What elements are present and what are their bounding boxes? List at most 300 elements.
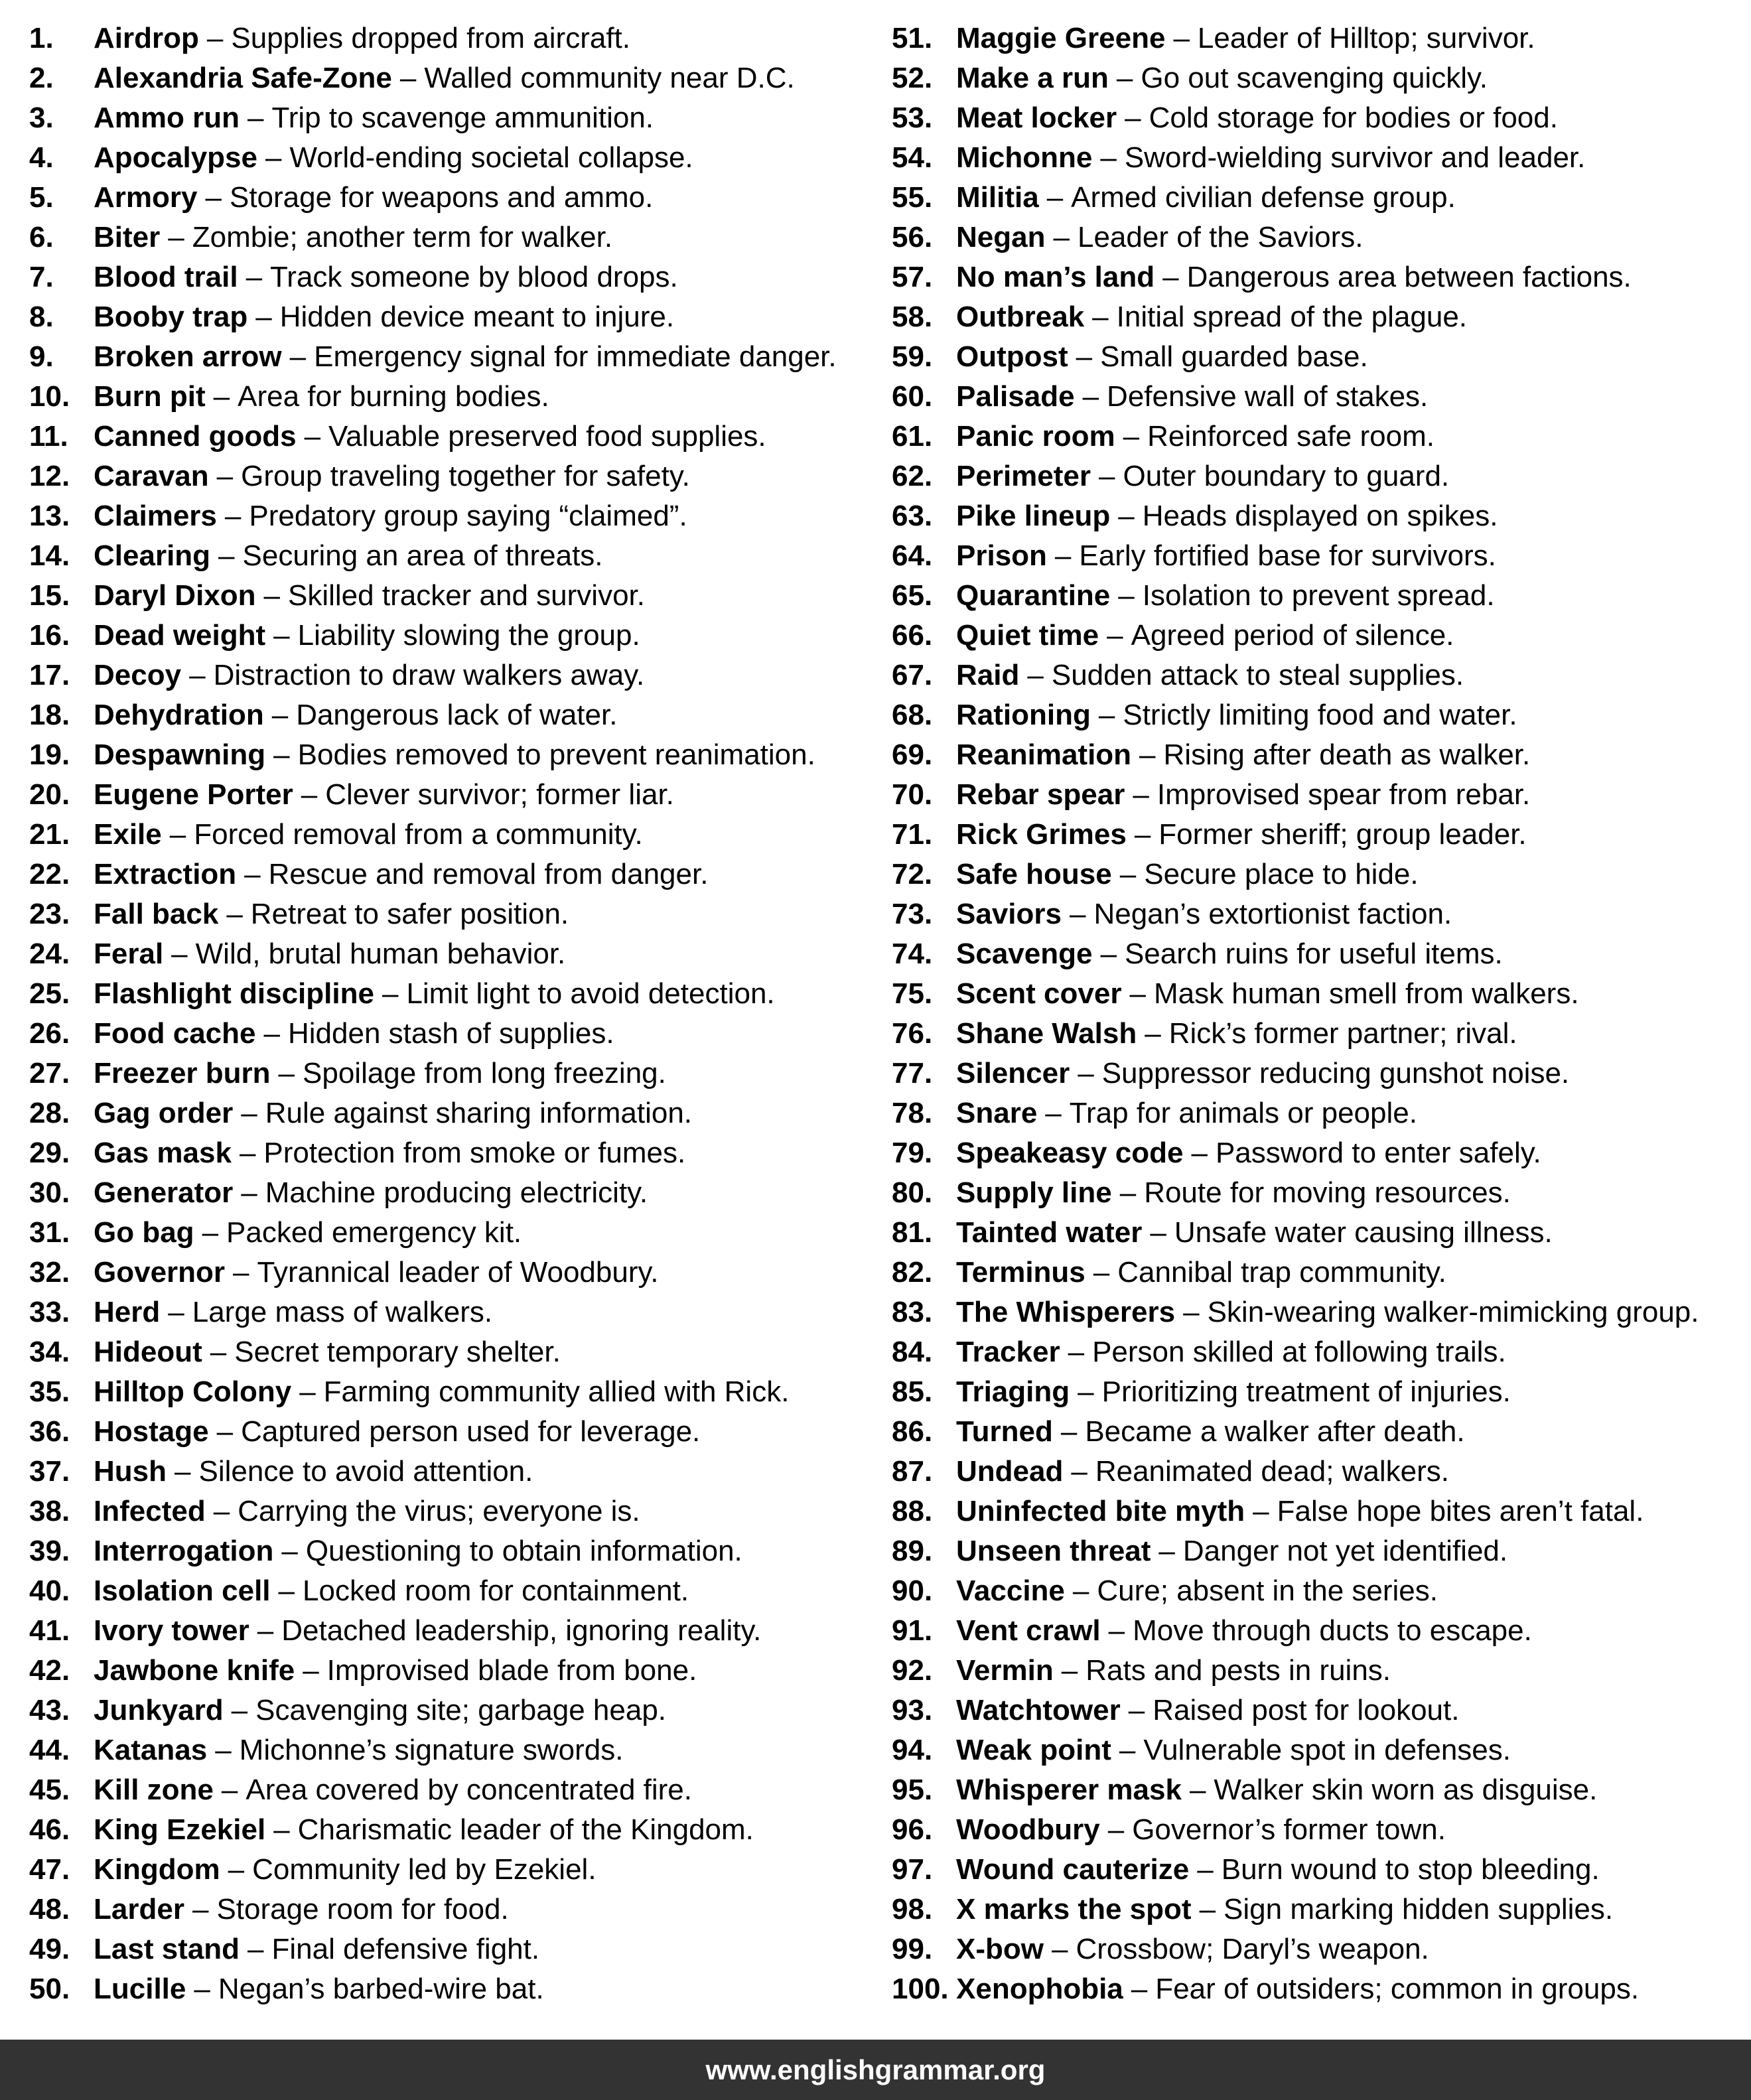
- item-number: 75.: [892, 977, 933, 1010]
- item-number: 27.: [29, 1057, 70, 1089]
- item-description: False hope bites aren’t fatal.: [1277, 1495, 1644, 1527]
- item-term: Eugene Porter: [94, 778, 293, 811]
- item-term: Panic room: [956, 420, 1115, 453]
- item-term: Make a run: [956, 62, 1109, 94]
- item-description: Vulnerable spot in defenses.: [1143, 1734, 1511, 1766]
- item-separator: –: [202, 1216, 219, 1249]
- item-separator: –: [1053, 221, 1070, 253]
- item-term: Caravan: [94, 460, 209, 492]
- item-number: 94.: [892, 1734, 933, 1766]
- item-number: 44.: [29, 1734, 70, 1766]
- item-separator: –: [1060, 1415, 1078, 1448]
- item-term: Last stand: [94, 1933, 240, 1965]
- item-term: Isolation cell: [94, 1575, 271, 1607]
- item-description: Detached leadership, ignoring reality.: [281, 1614, 762, 1647]
- item-term: Hush: [94, 1455, 167, 1488]
- item-term: Supply line: [956, 1176, 1112, 1209]
- item-separator: –: [1125, 102, 1141, 134]
- item-description: Protection from smoke or fumes.: [263, 1137, 686, 1169]
- item-term: Quiet time: [956, 619, 1099, 652]
- item-description: Suppressor reducing gunshot noise.: [1101, 1057, 1570, 1089]
- list-item: [892, 1093, 1751, 1133]
- item-description: Rats and pests in ruins.: [1086, 1654, 1391, 1687]
- item-term: Silencer: [956, 1057, 1070, 1089]
- list-item: [892, 1332, 1751, 1372]
- item-term: Gas mask: [94, 1137, 232, 1169]
- item-description: Machine producing electricity.: [265, 1176, 648, 1209]
- item-description: Negan’s barbed-wire bat.: [218, 1973, 544, 2005]
- item-separator: –: [1054, 539, 1072, 572]
- item-term: Scent cover: [956, 977, 1122, 1010]
- item-description: Trap for animals or people.: [1069, 1097, 1417, 1129]
- item-separator: –: [1253, 1495, 1269, 1527]
- item-separator: –: [168, 221, 184, 253]
- item-separator: –: [210, 1336, 227, 1368]
- list-item: [29, 1093, 885, 1133]
- item-description: Heads displayed on spikes.: [1142, 500, 1498, 532]
- item-description: Silence to avoid attention.: [198, 1455, 533, 1488]
- list-item: [29, 695, 885, 735]
- item-description: Large mass of walkers.: [192, 1296, 493, 1328]
- list-item: [892, 1412, 1751, 1452]
- list-item: [892, 735, 1751, 775]
- item-separator: –: [226, 898, 243, 930]
- item-number: 39.: [29, 1535, 70, 1567]
- item-separator: –: [231, 1694, 248, 1726]
- item-description: Securing an area of threats.: [242, 539, 603, 572]
- item-number: 24.: [29, 938, 70, 970]
- item-term: Armory: [94, 181, 198, 214]
- item-term: Saviors: [956, 898, 1062, 930]
- item-number: 25.: [29, 977, 70, 1010]
- item-separator: –: [216, 460, 234, 492]
- list-column-left: [29, 19, 885, 2009]
- list-item: [29, 815, 885, 855]
- item-description: Reinforced safe room.: [1147, 420, 1435, 453]
- item-separator: –: [206, 22, 224, 54]
- item-separator: –: [278, 1057, 295, 1089]
- item-description: Strictly limiting food and water.: [1123, 699, 1517, 731]
- item-number: 70.: [892, 778, 933, 811]
- item-description: Limit light to avoid detection.: [406, 977, 775, 1010]
- item-separator: –: [213, 1495, 230, 1527]
- item-number: 20.: [29, 778, 70, 811]
- item-number: 98.: [892, 1893, 933, 1925]
- item-description: Cure; absent in the series.: [1097, 1575, 1438, 1607]
- item-term: King Ezekiel: [94, 1813, 266, 1846]
- list-item: [892, 1691, 1751, 1730]
- item-separator: –: [273, 619, 290, 652]
- item-description: Michonne’s signature swords.: [239, 1734, 624, 1766]
- item-number: 79.: [892, 1137, 933, 1169]
- item-number: 100.: [892, 1973, 949, 2005]
- item-number: 91.: [892, 1614, 933, 1647]
- item-number: 10.: [29, 380, 70, 413]
- item-separator: –: [263, 579, 280, 612]
- item-separator: –: [399, 62, 417, 94]
- list-item: [892, 1452, 1751, 1492]
- item-description: Liability slowing the group.: [297, 619, 640, 652]
- item-term: Uninfected bite myth: [956, 1495, 1245, 1527]
- item-number: 17.: [29, 659, 70, 691]
- list-item: [892, 1253, 1751, 1293]
- item-separator: –: [281, 1535, 298, 1567]
- item-description: Skilled tracker and survivor.: [288, 579, 645, 612]
- item-term: Rebar spear: [956, 778, 1125, 811]
- list-item: [29, 735, 885, 775]
- item-number: 51.: [892, 22, 933, 54]
- item-number: 77.: [892, 1057, 933, 1089]
- item-term: Governor: [94, 1256, 226, 1289]
- list-item: [892, 218, 1751, 257]
- item-number: 18.: [29, 699, 70, 731]
- item-number: 38.: [29, 1495, 70, 1527]
- list-item: [29, 1651, 885, 1691]
- item-description: Area for burning bodies.: [238, 380, 549, 413]
- item-description: Burn wound to stop bleeding.: [1221, 1853, 1600, 1886]
- list-item: [29, 1293, 885, 1332]
- item-description: Walker skin worn as disguise.: [1214, 1774, 1598, 1806]
- item-separator: –: [1119, 858, 1137, 890]
- item-separator: –: [1116, 62, 1133, 94]
- item-term: Palisade: [956, 380, 1075, 413]
- item-separator: –: [265, 141, 282, 174]
- item-number: 72.: [892, 858, 933, 890]
- list-item: [29, 855, 885, 894]
- item-number: 84.: [892, 1336, 933, 1368]
- list-item: [29, 1133, 885, 1173]
- item-term: Xenophobia: [956, 1973, 1123, 2005]
- item-description: Farming community allied with Rick.: [323, 1375, 790, 1408]
- item-number: 74.: [892, 938, 933, 970]
- item-separator: –: [1118, 500, 1135, 532]
- item-term: Safe house: [956, 858, 1112, 890]
- item-separator: –: [221, 1774, 238, 1806]
- item-separator: –: [273, 738, 290, 771]
- item-number: 2.: [29, 62, 54, 94]
- item-description: Danger not yet identified.: [1182, 1535, 1508, 1567]
- item-number: 30.: [29, 1176, 70, 1209]
- item-term: Unseen threat: [956, 1535, 1151, 1567]
- item-term: Reanimation: [956, 738, 1132, 771]
- item-description: Improvised spear from rebar.: [1156, 778, 1531, 811]
- item-description: Defensive wall of stakes.: [1107, 380, 1429, 413]
- list-item: [892, 695, 1751, 735]
- item-number: 53.: [892, 102, 933, 134]
- list-item: [29, 1412, 885, 1452]
- list-item: [29, 1810, 885, 1850]
- item-number: 12.: [29, 460, 70, 492]
- item-separator: –: [1134, 818, 1151, 851]
- item-number: 6.: [29, 221, 54, 253]
- item-term: Apocalypse: [94, 141, 257, 174]
- item-separator: –: [1129, 977, 1146, 1010]
- item-number: 47.: [29, 1853, 70, 1886]
- item-separator: –: [1099, 460, 1115, 492]
- item-term: Go bag: [94, 1216, 194, 1249]
- list-item: [892, 1969, 1751, 2009]
- item-separator: –: [171, 938, 188, 970]
- item-term: Booby trap: [94, 301, 248, 333]
- item-number: 58.: [892, 301, 933, 333]
- list-item: [892, 1372, 1751, 1412]
- item-number: 83.: [892, 1296, 933, 1328]
- item-term: Ivory tower: [94, 1614, 249, 1647]
- item-description: Initial spread of the plague.: [1116, 301, 1468, 333]
- item-term: Dehydration: [94, 699, 264, 731]
- item-term: Speakeasy code: [956, 1137, 1184, 1169]
- item-number: 23.: [29, 898, 70, 930]
- item-description: Cold storage for bodies or food.: [1149, 102, 1558, 134]
- item-term: Airdrop: [94, 22, 199, 54]
- item-term: Rationing: [956, 699, 1091, 731]
- item-term: Claimers: [94, 500, 217, 532]
- item-term: X marks the spot: [956, 1893, 1192, 1925]
- item-description: Rescue and removal from danger.: [268, 858, 709, 890]
- item-term: Militia: [956, 181, 1039, 214]
- item-term: Freezer burn: [94, 1057, 271, 1089]
- list-item: [29, 297, 885, 337]
- item-number: 90.: [892, 1575, 933, 1607]
- list-item: [892, 934, 1751, 974]
- item-term: Katanas: [94, 1734, 208, 1766]
- item-description: Search ruins for useful items.: [1124, 938, 1503, 970]
- list-item: [892, 1890, 1751, 1929]
- item-term: Infected: [94, 1495, 206, 1527]
- item-description: Raised post for lookout.: [1153, 1694, 1460, 1726]
- item-number: 21.: [29, 818, 70, 851]
- item-number: 4.: [29, 141, 54, 174]
- item-description: Outer boundary to guard.: [1123, 460, 1450, 492]
- item-description: Sword-wielding survivor and leader.: [1124, 141, 1586, 174]
- item-number: 97.: [892, 1853, 933, 1886]
- item-separator: –: [245, 261, 263, 293]
- item-description: Person skilled at following trails.: [1092, 1336, 1506, 1368]
- item-number: 66.: [892, 619, 933, 652]
- item-number: 31.: [29, 1216, 70, 1249]
- item-number: 45.: [29, 1774, 70, 1806]
- item-description: Questioning to obtain information.: [305, 1535, 742, 1567]
- item-description: Password to enter safely.: [1215, 1137, 1541, 1169]
- list-item: [29, 1372, 885, 1412]
- list-item: [892, 1133, 1751, 1173]
- item-separator: –: [1162, 261, 1179, 293]
- item-term: Michonne: [956, 141, 1093, 174]
- list-item: [29, 894, 885, 934]
- list-item: [892, 19, 1751, 58]
- item-term: Hideout: [94, 1336, 202, 1368]
- list-item: [29, 536, 885, 576]
- item-term: Biter: [94, 221, 161, 253]
- item-separator: –: [1173, 22, 1190, 54]
- list-item: [29, 98, 885, 138]
- list-item: [29, 1531, 885, 1571]
- item-separator: –: [304, 420, 321, 453]
- list-item: [29, 1969, 885, 2009]
- item-description: Community led by Ezekiel.: [252, 1853, 596, 1886]
- item-number: 78.: [892, 1097, 933, 1129]
- item-description: Rule against sharing information.: [265, 1097, 693, 1129]
- list-item: [892, 616, 1751, 656]
- item-number: 22.: [29, 858, 70, 890]
- item-term: Jawbone knife: [94, 1654, 295, 1687]
- item-number: 55.: [892, 181, 933, 214]
- item-term: Watchtower: [956, 1694, 1121, 1726]
- item-description: Secret temporary shelter.: [234, 1336, 561, 1368]
- item-number: 61.: [892, 420, 933, 453]
- item-term: Vent crawl: [956, 1614, 1101, 1647]
- item-description: Secure place to hide.: [1144, 858, 1419, 890]
- list-item: [29, 417, 885, 456]
- list-item: [892, 1810, 1751, 1850]
- list-item: [29, 496, 885, 536]
- item-description: Reanimated dead; walkers.: [1095, 1455, 1450, 1488]
- item-separator: –: [1069, 898, 1086, 930]
- item-number: 16.: [29, 619, 70, 652]
- item-term: Decoy: [94, 659, 182, 691]
- list-item: [892, 656, 1751, 695]
- item-description: Rising after death as walker.: [1163, 738, 1531, 771]
- item-separator: –: [1045, 1097, 1062, 1129]
- item-separator: –: [1061, 1654, 1078, 1687]
- list-item: [29, 1492, 885, 1531]
- item-number: 5.: [29, 181, 54, 214]
- item-number: 14.: [29, 539, 70, 572]
- item-separator: –: [1119, 1734, 1136, 1766]
- list-item: [29, 1850, 885, 1890]
- item-separator: –: [257, 1614, 274, 1647]
- item-description: Clever survivor; former liar.: [325, 778, 674, 811]
- list-item: [892, 894, 1751, 934]
- item-separator: –: [1133, 778, 1149, 811]
- item-separator: –: [1046, 181, 1064, 214]
- item-number: 86.: [892, 1415, 933, 1448]
- item-description: Dangerous area between factions.: [1186, 261, 1632, 293]
- item-number: 28.: [29, 1097, 70, 1129]
- item-number: 34.: [29, 1336, 70, 1368]
- item-term: Clearing: [94, 539, 211, 572]
- item-separator: –: [241, 1176, 257, 1209]
- item-term: Canned goods: [94, 420, 297, 453]
- item-term: Tracker: [956, 1336, 1060, 1368]
- item-number: 99.: [892, 1933, 933, 1965]
- item-description: Leader of Hilltop; survivor.: [1197, 22, 1535, 54]
- list-item: [29, 656, 885, 695]
- item-separator: –: [1068, 1336, 1085, 1368]
- list-item: [29, 1770, 885, 1810]
- item-separator: –: [1100, 141, 1117, 174]
- item-description: Carrying the virus; everyone is.: [238, 1495, 640, 1527]
- list-item: [892, 1054, 1751, 1093]
- list-item: [29, 178, 885, 218]
- item-number: 3.: [29, 102, 54, 134]
- item-term: Lucille: [94, 1973, 186, 2005]
- item-separator: –: [1131, 1973, 1148, 2005]
- item-number: 92.: [892, 1654, 933, 1687]
- list-item: [892, 1571, 1751, 1611]
- item-number: 29.: [29, 1137, 70, 1169]
- item-term: Meat locker: [956, 102, 1117, 134]
- list-item: [892, 1492, 1751, 1531]
- item-number: 46.: [29, 1813, 70, 1846]
- item-separator: –: [205, 181, 222, 214]
- item-description: Supplies dropped from aircraft.: [231, 22, 631, 54]
- list-column-right: [892, 19, 1751, 2009]
- item-separator: –: [1189, 1774, 1206, 1806]
- item-separator: –: [168, 1296, 184, 1328]
- item-separator: –: [299, 1375, 316, 1408]
- list-item: [892, 1293, 1751, 1332]
- item-separator: –: [1078, 1375, 1094, 1408]
- list-item: [29, 1452, 885, 1492]
- item-term: Negan: [956, 221, 1046, 253]
- item-number: 59.: [892, 340, 933, 373]
- list-item: [892, 775, 1751, 815]
- item-number: 43.: [29, 1694, 70, 1726]
- item-term: Woodbury: [956, 1813, 1100, 1846]
- item-number: 63.: [892, 500, 933, 532]
- item-description: Zombie; another term for walker.: [192, 221, 613, 253]
- list-item: [892, 456, 1751, 496]
- item-description: Final defensive fight.: [271, 1933, 540, 1965]
- item-description: Fear of outsiders; common in groups.: [1155, 1973, 1640, 2005]
- item-separator: –: [1027, 659, 1044, 691]
- item-description: Walled community near D.C.: [424, 62, 795, 94]
- item-separator: –: [1118, 579, 1135, 612]
- item-description: Emergency signal for immediate danger.: [314, 340, 837, 373]
- item-separator: –: [215, 1734, 232, 1766]
- item-separator: –: [224, 500, 242, 532]
- item-number: 56.: [892, 221, 933, 253]
- list-item: [29, 576, 885, 616]
- item-separator: –: [194, 1973, 210, 2005]
- item-number: 57.: [892, 261, 933, 293]
- item-term: Raid: [956, 659, 1020, 691]
- item-term: Kingdom: [94, 1853, 220, 1886]
- item-separator: –: [1071, 1455, 1087, 1488]
- item-number: 9.: [29, 340, 54, 373]
- item-number: 35.: [29, 1375, 70, 1408]
- item-term: Fall back: [94, 898, 219, 930]
- item-number: 13.: [29, 500, 70, 532]
- item-term: Despawning: [94, 738, 266, 771]
- list-item: [29, 138, 885, 178]
- list-item: [29, 456, 885, 496]
- item-term: Prison: [956, 539, 1047, 572]
- item-separator: –: [1078, 1057, 1094, 1089]
- item-term: Hilltop Colony: [94, 1375, 292, 1408]
- item-number: 33.: [29, 1296, 70, 1328]
- item-description: Sign marking hidden supplies.: [1224, 1893, 1614, 1925]
- item-description: Mask human smell from walkers.: [1153, 977, 1579, 1010]
- item-separator: –: [189, 659, 206, 691]
- item-separator: –: [1128, 1694, 1145, 1726]
- item-number: 15.: [29, 579, 70, 612]
- item-number: 93.: [892, 1694, 933, 1726]
- item-number: 96.: [892, 1813, 933, 1846]
- item-number: 87.: [892, 1455, 933, 1488]
- list-item: [29, 257, 885, 297]
- item-term: Snare: [956, 1097, 1038, 1129]
- item-number: 80.: [892, 1176, 933, 1209]
- item-number: 54.: [892, 141, 933, 174]
- item-number: 19.: [29, 738, 70, 771]
- item-separator: –: [175, 1455, 191, 1488]
- list-item: [29, 1173, 885, 1213]
- item-separator: –: [1199, 1893, 1216, 1925]
- item-number: 37.: [29, 1455, 70, 1488]
- item-description: Prioritizing treatment of injuries.: [1101, 1375, 1511, 1408]
